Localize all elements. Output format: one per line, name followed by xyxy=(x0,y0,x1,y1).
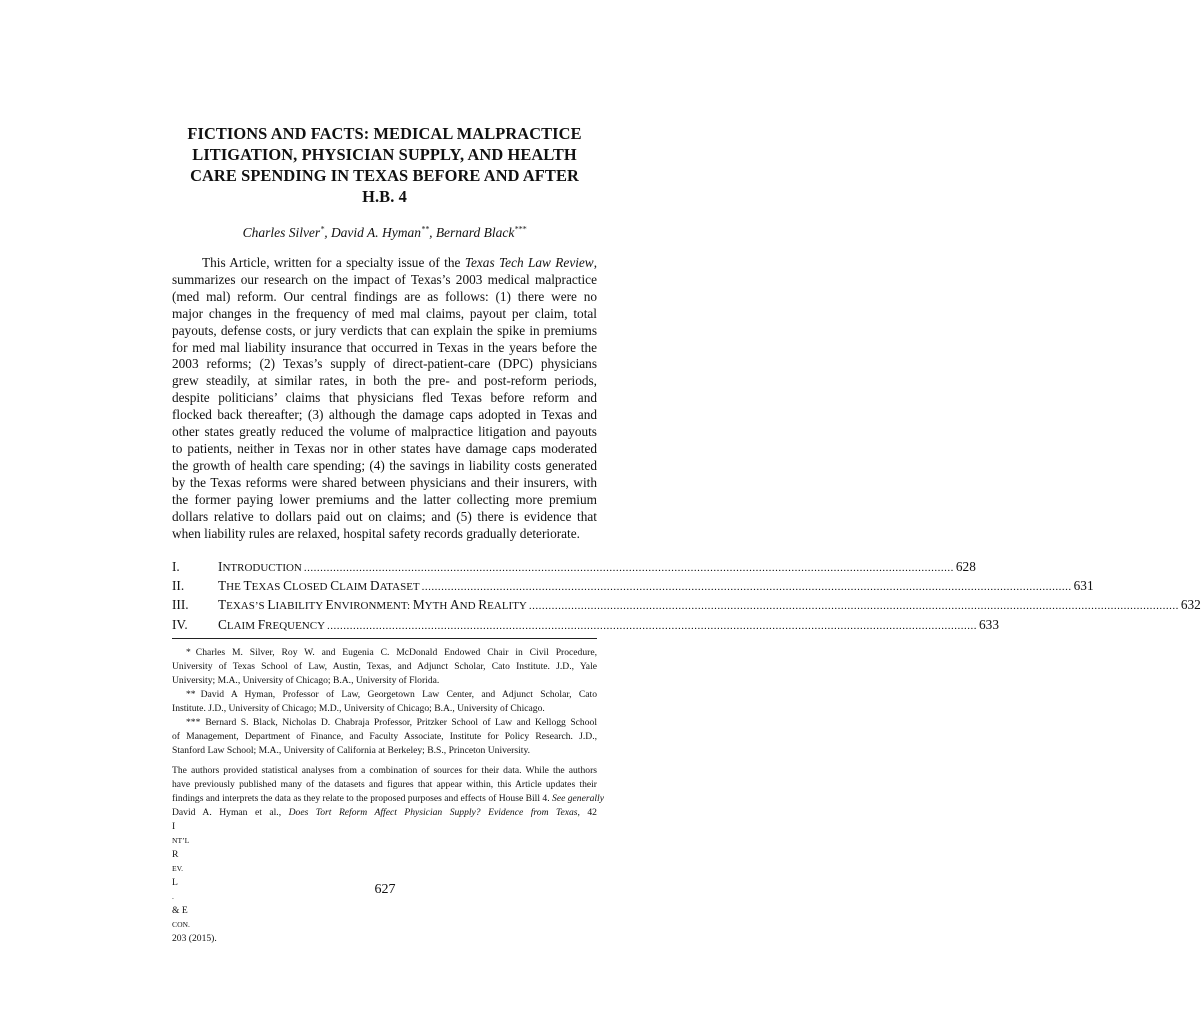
abstract-line: 2003 reforms; (2) Texas’s supply of direct-patient-care (DPC) physicians xyxy=(172,356,597,372)
author-name: Bernard Black xyxy=(435,225,515,240)
abstract-line: other states greatly reduced the volume of malpractice litigation and payouts xyxy=(172,424,597,440)
table-of-contents xyxy=(172,558,1201,635)
abstract-line: (med mal) reform. Our central findings are as follows: (1) there were no xyxy=(172,288,597,304)
abstract-line: payouts, defense costs, or jury verdicts that can explain the spike in premiums xyxy=(172,322,597,338)
abstract-line: for med mal liability insurance that occurred in Texas in the years before the xyxy=(172,339,597,355)
footnote-line: University; M.A., University of Chicago; B.A., University of Florida. xyxy=(172,675,440,686)
toc-leader-dots: ........................................................................................................................................................................................................ xyxy=(528,600,1179,613)
footnote-line: Stanford Law School; M.A., University of California at Berkeley; B.S., Princeton University. xyxy=(172,745,531,756)
abstract-line: the former paying lower premiums and the latter collecting more premium xyxy=(172,491,597,507)
footnote-separator xyxy=(172,638,597,639)
abstract-line: when liability rules are relaxed, hospital safety records gradually deteriorate. xyxy=(172,525,580,541)
toc-entry[interactable] xyxy=(172,577,1094,596)
footnote xyxy=(172,716,597,758)
note-line: David A. Hyman et al., Does Tort Reform Affect Physician Supply? Evidence from Texas, 42 xyxy=(172,807,597,818)
toc-title: INTRODUCTION xyxy=(218,559,302,574)
toc-entry[interactable] xyxy=(172,596,1201,615)
toc-leader-dots: ........................................................................................................................................................................................................ xyxy=(421,581,1072,594)
note-line: The authors provided statistical analyses from a combination of sources for their data. While the authors xyxy=(172,765,597,776)
toc-page: 632 xyxy=(1180,597,1201,613)
footnote xyxy=(172,688,597,716)
author-line: Charles Silver*, David A. Hyman**, Bernard Black*** xyxy=(242,224,527,240)
abstract-line: major changes in the frequency of med mal claims, payout per claim, total xyxy=(172,305,597,321)
toc-title: TEXAS’S LIABILITY ENVIRONMENT: MYTH AND REALITY xyxy=(218,597,527,613)
note-line: have previously published many of the datasets and figures that appear within, this Article updates their xyxy=(172,779,597,790)
toc-title: THE TEXAS CLOSED CLAIM DATASET xyxy=(218,578,420,594)
toc-entry[interactable] xyxy=(172,616,999,635)
abstract-line: the growth of health care spending; (4) the savings in liability costs generated xyxy=(172,457,597,473)
footnote-line: *** Bernard S. Black, Nicholas D. Chabraja Professor, Pritzker School of Law and Kellogg School xyxy=(186,717,597,728)
toc-number: II. xyxy=(172,578,185,594)
title-line: FICTIONS AND FACTS: MEDICAL MALPRACTICE xyxy=(187,124,582,143)
signal-see-generally: See generally xyxy=(552,793,604,804)
abstract-line: to patients, neither in Texas nor in other states have damage caps moderated xyxy=(172,440,597,456)
footnote-mark: ** xyxy=(186,689,196,700)
author-footnote-mark: ** xyxy=(421,224,430,234)
author-name: David A. Hyman xyxy=(330,225,422,240)
footnote-line: University of Texas School of Law, Austin, Texas, and Adjunct Scholar, Cato Institute. J.D., Yale xyxy=(172,661,597,672)
toc-title: CLAIM FREQUENCY xyxy=(218,616,326,632)
cited-journal: I NT’L R EV. L . & E CON. 203 (2015). xyxy=(172,821,217,944)
author-footnote-mark: * xyxy=(320,224,325,234)
footnote-line: * Charles M. Silver, Roy W. and Eugenia C. McDonald Endowed Chair in Civil Procedure, xyxy=(186,647,597,658)
footnotes xyxy=(172,646,597,758)
author-name: Charles Silver xyxy=(242,225,321,240)
toc-number: III. xyxy=(172,597,189,613)
toc-entry[interactable] xyxy=(172,558,976,577)
cited-title: Does Tort Reform Affect Physician Supply? Evidence from Texas xyxy=(288,807,578,818)
title-line: LITIGATION, PHYSICIAN SUPPLY, AND HEALTH xyxy=(192,145,577,164)
toc-leader-dots: ........................................................................................................................................................................................................ xyxy=(303,562,954,574)
author-note xyxy=(172,764,604,946)
abstract-line: by the Texas reforms were shared between physicians and their insurers, with xyxy=(172,474,597,490)
abstract-line: dollars relative to dollars paid out on claims; and (5) there is evidence that xyxy=(172,508,597,524)
footnote-line: Institute. J.D., University of Chicago; M.D., University of Chicago; B.A., University of Chicago. xyxy=(172,703,545,714)
abstract-line: despite politicians’ claims that physicians fled Texas before reform and xyxy=(172,390,597,406)
toc-page: 628 xyxy=(955,559,976,574)
toc-page: 633 xyxy=(979,616,999,632)
page-number: 627 xyxy=(374,882,396,897)
author-footnote-mark: *** xyxy=(514,224,527,234)
abstract-line: summarizes our research on the impact of Texas’s 2003 medical malpractice xyxy=(172,271,597,287)
abstract-line: flocked back thereafter; (3) although the damage caps adopted in Texas and xyxy=(172,407,597,423)
abstract-paragraph xyxy=(172,255,597,542)
footnote-line: of Management, Department of Finance, and Faculty Associate, Institute for Policy Research. J.D., xyxy=(172,731,597,742)
toc-page: 631 xyxy=(1073,578,1094,594)
abstract-line: This Article, written for a specialty issue of the Texas Tech Law Review, xyxy=(202,255,598,270)
footnote xyxy=(172,646,597,688)
footnote-mark: *** xyxy=(186,717,201,728)
note-line: findings and interprets the data as they relate to the proposed purposes and effects of House Bill 4. See generally xyxy=(172,793,604,804)
title-line: H.B. 4 xyxy=(362,187,407,206)
article-title xyxy=(172,123,597,207)
toc-number: I. xyxy=(172,559,180,574)
title-line: CARE SPENDING IN TEXAS BEFORE AND AFTER xyxy=(190,166,579,185)
abstract-line: grew steadily, at similar rates, in both the pre- and post-reform periods, xyxy=(172,373,597,389)
toc-leader-dots: ........................................................................................................................................................................................................ xyxy=(327,619,978,632)
toc-number: IV. xyxy=(172,616,188,632)
footnote-line: ** David A Hyman, Professor of Law, Georgetown Law Center, and Adjunct Scholar, Cato xyxy=(186,689,597,700)
footnote-mark: * xyxy=(186,647,191,658)
